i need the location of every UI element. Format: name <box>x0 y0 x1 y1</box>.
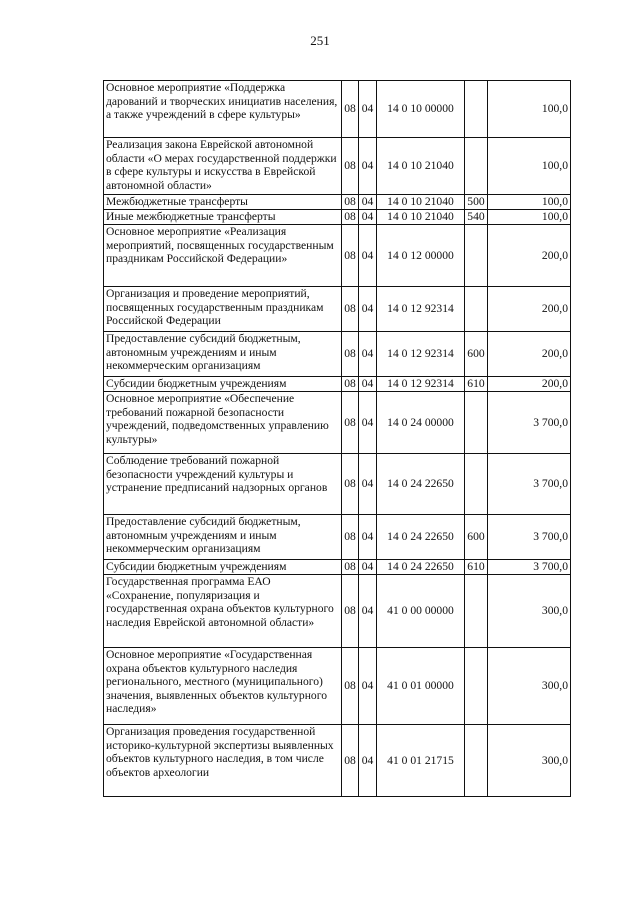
row-section-code: 08 <box>342 138 359 195</box>
table-row <box>104 515 571 560</box>
row-subsection-code: 04 <box>359 332 377 377</box>
row-target-item-code: 14 0 24 00000 <box>377 392 465 454</box>
row-section-code: 08 <box>342 195 359 210</box>
row-name: Субсидии бюджетным учреждениям <box>104 377 342 392</box>
row-subsection-code: 04 <box>359 138 377 195</box>
row-target-item-code: 41 0 01 00000 <box>377 648 465 725</box>
row-amount: 300,0 <box>488 648 571 725</box>
row-expense-type-code: 540 <box>465 210 488 225</box>
row-expense-type-code <box>465 648 488 725</box>
table-row <box>104 392 571 454</box>
row-subsection-code: 04 <box>359 454 377 515</box>
table-row <box>104 210 571 225</box>
row-amount: 100,0 <box>488 81 571 138</box>
row-amount: 100,0 <box>488 210 571 225</box>
row-name: Субсидии бюджетным учреждениям <box>104 560 342 575</box>
row-amount: 300,0 <box>488 725 571 797</box>
row-section-code: 08 <box>342 648 359 725</box>
row-subsection-code: 04 <box>359 648 377 725</box>
row-expense-type-code: 600 <box>465 515 488 560</box>
row-name: Соблюдение требований пожарной безопасности учреждений культуры и устранение предписаний надзорных органов <box>104 454 342 515</box>
row-target-item-code: 41 0 00 00000 <box>377 575 465 648</box>
row-target-item-code: 14 0 10 21040 <box>377 210 465 225</box>
row-name: Межбюджетные трансферты <box>104 195 342 210</box>
row-amount: 100,0 <box>488 195 571 210</box>
row-expense-type-code <box>465 287 488 332</box>
row-name: Государственная программа ЕАО «Сохранение, популяризация и государственная охрана объектов культурного наследия Еврейской автономной области» <box>104 575 342 648</box>
row-section-code: 08 <box>342 392 359 454</box>
row-target-item-code: 14 0 10 00000 <box>377 81 465 138</box>
row-target-item-code: 41 0 01 21715 <box>377 725 465 797</box>
row-section-code: 08 <box>342 515 359 560</box>
row-target-item-code: 14 0 24 22650 <box>377 454 465 515</box>
row-amount: 200,0 <box>488 377 571 392</box>
row-amount: 200,0 <box>488 332 571 377</box>
row-section-code: 08 <box>342 575 359 648</box>
table-row <box>104 81 571 138</box>
row-amount: 3 700,0 <box>488 560 571 575</box>
row-name: Основное мероприятие «Реализация мероприятий, посвященных государственным праздникам Российской Федерации» <box>104 225 342 287</box>
table-row <box>104 195 571 210</box>
row-name: Реализация закона Еврейской автономной области «О мерах государственной поддержки в сфере культуры и искусства в Еврейской автономной области» <box>104 138 342 195</box>
row-name: Организация и проведение мероприятий, посвященных государственным праздникам Российской Федерации <box>104 287 342 332</box>
row-amount: 3 700,0 <box>488 515 571 560</box>
table-row <box>104 332 571 377</box>
row-name: Предоставление субсидий бюджетным, автономным учреждениям и иным некоммерческим организациям <box>104 332 342 377</box>
row-section-code: 08 <box>342 81 359 138</box>
row-section-code: 08 <box>342 332 359 377</box>
row-name: Основное мероприятие «Поддержка дарований и творческих инициатив населения, а также учреждений в сфере культуры» <box>104 81 342 138</box>
row-subsection-code: 04 <box>359 392 377 454</box>
row-target-item-code: 14 0 12 00000 <box>377 225 465 287</box>
row-expense-type-code <box>465 454 488 515</box>
row-subsection-code: 04 <box>359 287 377 332</box>
row-expense-type-code <box>465 575 488 648</box>
row-subsection-code: 04 <box>359 560 377 575</box>
row-target-item-code: 14 0 12 92314 <box>377 332 465 377</box>
table-row <box>104 225 571 287</box>
budget-table <box>103 80 571 797</box>
table-row <box>104 377 571 392</box>
row-amount: 200,0 <box>488 225 571 287</box>
row-target-item-code: 14 0 10 21040 <box>377 138 465 195</box>
row-section-code: 08 <box>342 210 359 225</box>
row-section-code: 08 <box>342 454 359 515</box>
table-row <box>104 575 571 648</box>
row-subsection-code: 04 <box>359 575 377 648</box>
row-expense-type-code: 500 <box>465 195 488 210</box>
row-name: Основное мероприятие «Обеспечение требований пожарной безопасности учреждений, подведомственных управлению культуры» <box>104 392 342 454</box>
table-row <box>104 138 571 195</box>
row-expense-type-code: 610 <box>465 560 488 575</box>
row-section-code: 08 <box>342 560 359 575</box>
table-row <box>104 648 571 725</box>
row-expense-type-code: 600 <box>465 332 488 377</box>
row-subsection-code: 04 <box>359 210 377 225</box>
row-amount: 100,0 <box>488 138 571 195</box>
row-subsection-code: 04 <box>359 515 377 560</box>
row-expense-type-code <box>465 392 488 454</box>
row-name: Организация проведения государственной историко-культурной экспертизы выявленных объектов культурного наследия, в том числе объектов археологии <box>104 725 342 797</box>
page-number: 251 <box>310 33 330 48</box>
row-section-code: 08 <box>342 225 359 287</box>
row-subsection-code: 04 <box>359 81 377 138</box>
row-subsection-code: 04 <box>359 195 377 210</box>
row-section-code: 08 <box>342 377 359 392</box>
row-expense-type-code <box>465 81 488 138</box>
row-subsection-code: 04 <box>359 725 377 797</box>
table-row <box>104 287 571 332</box>
row-subsection-code: 04 <box>359 377 377 392</box>
row-expense-type-code: 610 <box>465 377 488 392</box>
row-expense-type-code <box>465 225 488 287</box>
row-name: Иные межбюджетные трансферты <box>104 210 342 225</box>
row-amount: 3 700,0 <box>488 454 571 515</box>
table-row <box>104 454 571 515</box>
row-expense-type-code <box>465 138 488 195</box>
row-amount: 300,0 <box>488 575 571 648</box>
row-target-item-code: 14 0 12 92314 <box>377 287 465 332</box>
table-row <box>104 725 571 797</box>
table-row <box>104 560 571 575</box>
row-target-item-code: 14 0 24 22650 <box>377 515 465 560</box>
row-target-item-code: 14 0 10 21040 <box>377 195 465 210</box>
row-amount: 3 700,0 <box>488 392 571 454</box>
row-section-code: 08 <box>342 287 359 332</box>
row-subsection-code: 04 <box>359 225 377 287</box>
row-name: Основное мероприятие «Государственная охрана объектов культурного наследия регионального, местного (муниципального) значения, выявленных объектов культурного наследия» <box>104 648 342 725</box>
row-target-item-code: 14 0 12 92314 <box>377 377 465 392</box>
row-expense-type-code <box>465 725 488 797</box>
row-section-code: 08 <box>342 725 359 797</box>
row-target-item-code: 14 0 24 22650 <box>377 560 465 575</box>
row-amount: 200,0 <box>488 287 571 332</box>
budget-table-body <box>104 81 571 797</box>
row-name: Предоставление субсидий бюджетным, автономным учреждениям и иным некоммерческим организациям <box>104 515 342 560</box>
